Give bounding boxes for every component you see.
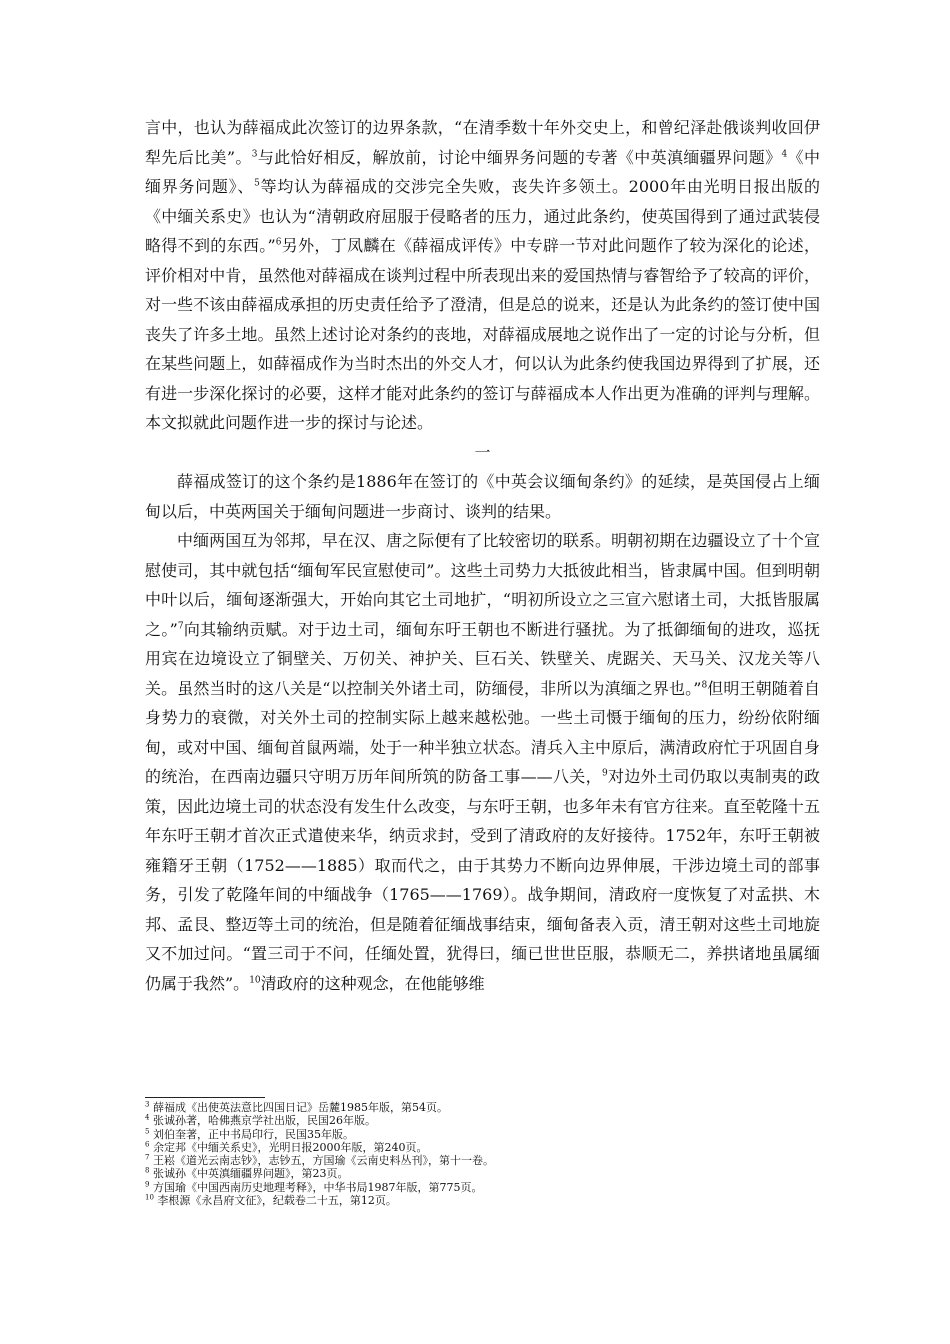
- body-paragraph: [145, 526, 820, 998]
- footnote-number: 10: [145, 1193, 154, 1202]
- footnote-text: 薛福成《出使英法意比四国日记》岳麓1985年版，第54页。: [152, 1101, 448, 1114]
- footnote-number: 3: [145, 1100, 150, 1109]
- footnote-number: 7: [145, 1153, 150, 1162]
- text-run: 言中，也认为薛福成此次签订的边界条款，“在清季数十年外交史上，和曾纪泽赴俄谈判收回伊犁先后比美”。: [145, 118, 820, 167]
- text-run: 但明王朝随着自身势力的衰微，对关外土司的控制实际上越来越松弛。一些土司慑于缅甸的压力，纷纷依附缅甸，或对中国、缅甸首鼠两端，处于一种半独立状态。清兵入主中原后，满清政府忙于巩固自身的统治，在西南边疆只守明万历年间所筑的防备工事——八关，: [145, 678, 820, 786]
- footnote-ref[interactable]: 4: [781, 149, 788, 160]
- footnote-text: 刘伯奎著，正中书局印行，民国35年版。: [152, 1127, 354, 1141]
- footnote-number: 4: [145, 1113, 150, 1122]
- footnote-number: 9: [145, 1180, 150, 1189]
- footnote-ref[interactable]: 7: [177, 621, 184, 632]
- footnote-item: [145, 1114, 820, 1127]
- footnote-text: 张诚孙《中英滇缅疆界问题》，第23页。: [152, 1167, 349, 1181]
- footnote-text: 王崧《道光云南志钞》，志钞五，方国瑜《云南史料丛刊》，第十一卷。: [152, 1154, 494, 1168]
- footnote-separator: [145, 1097, 265, 1098]
- body-text: [145, 113, 820, 998]
- footnote-ref[interactable]: 8: [701, 680, 708, 691]
- footnotes: [145, 1101, 820, 1207]
- footnote-item: [145, 1181, 820, 1194]
- text-run: 对边外土司仍取以夷制夷的政策，因此边境土司的状态没有发生什么改变，与东吁王朝，也多年未有官方往来。直至乾隆十五年东吁王朝才首次正式遣使来华，纳贡求封，受到了清政府的友好接待。1752年，东吁王朝被雍籍牙王朝（1752——1885）取而代之，由于其势力不断向边界伸展，干涉边境土司的部事务，引发了乾隆年间的中缅战争（1765——1769）。战争期间，清政府一度恢复了对孟拱、木邦、孟艮、整迈等土司的统治，但是随着征缅战事结束，缅甸备表入贡，清王朝对这些土司地旋又不加过问。“置三司于不问，任缅处置，犹得曰，缅已世世臣服，恭顺无二，养拱诸地虽属缅仍属于我然”。: [145, 767, 820, 993]
- footnote-ref[interactable]: 6: [275, 237, 282, 248]
- text-run: 薛福成签订的这个条约是1886年在签订的《中英会议缅甸条约》的延续，是英国侵占上缅甸以后，中英两国关于缅甸问题进一步商讨、谈判的结果。: [145, 472, 820, 521]
- footnote-item: [145, 1167, 820, 1180]
- footnote-text: 方国瑜《中国西南历史地理考释》，中华书局1987年版，第775页。: [152, 1180, 483, 1194]
- text-run: 与此恰好相反，解放前，讨论中缅界务问题的专著《中英滇缅疆界问题》: [257, 147, 782, 167]
- footnote-number: 6: [145, 1140, 150, 1149]
- footnote-ref[interactable]: 3: [251, 149, 258, 160]
- footnote-item: [145, 1101, 820, 1114]
- footnote-item: [145, 1194, 820, 1207]
- section-heading: 一: [474, 442, 491, 462]
- footnote-item: [145, 1154, 820, 1167]
- text-run: 清政府的这种观念，在他能够维: [260, 973, 485, 993]
- footnote-ref[interactable]: 5: [254, 178, 260, 189]
- footnote-text: 李根源《永昌府文征》，纪载卷二十五，第12页。: [157, 1194, 397, 1208]
- text-run: 中缅两国互为邻邦，早在汉、唐之际便有了比较密切的联系。明朝初期在边疆设立了十个宣慰使司，其中就包括“缅甸军民宣慰使司”。这些土司势力大抵彼此相当，皆隶属中国。但到明朝中叶以后，缅甸逐渐强大，开始向其它土司地扩，“明初所设立之三宣六慰诸土司，大抵皆服属之。”: [145, 531, 820, 639]
- text-run: 等均认为薛福成的交涉完全失败，丧失许多领土。2000年由光明日报出版的《中缅关系史》也认为“清朝政府屈服于侵略者的压力，通过此条约，使英国得到了通过武装侵略得不到的东西。”: [145, 177, 820, 255]
- footnote-ref[interactable]: 10: [249, 975, 261, 986]
- footnote-text: 余定邦《中缅关系史》，光明日报2000年版，第240页。: [152, 1140, 428, 1154]
- body-paragraph: [145, 467, 820, 526]
- footnote-item: [145, 1141, 820, 1154]
- text-run: 向其输纳贡赋。对于边土司，缅甸东吁王朝也不断进行骚扰。为了抵御缅甸的进攻，巡抚用宾在边境设立了铜壁关、万仞关、神护关、巨石关、铁壁关、虎踞关、天马关、汉龙关等八关。虽然当时的这八关是“以控制关外诸土司，防缅侵，非所以为滇缅之界也。”: [145, 619, 820, 698]
- footnote-item: [145, 1128, 820, 1141]
- footnote-number: 8: [145, 1166, 150, 1175]
- body-paragraph: [145, 113, 820, 438]
- text-run: 另外，丁凤麟在《薛福成评传》中专辟一节对此问题作了较为深化的论述，评价相对中肯，虽然他对薛福成在谈判过程中所表现出来的爱国热情与睿智给予了较高的评价，对一些不该由薛福成承担的历史责任给予了澄清，但是总的说来，还是认为此条约的签订使中国丧失了许多土地。虽然上述讨论对条约的丧地，对薛福成展地之说作出了一定的讨论与分析，但在某些问题上，如薛福成作为当时杰出的外交人才，何以认为此条约使我国边界得到了扩展，还有进一步深化探讨的必要，这样才能对此条约的签订与薛福成本人作出更为准确的评判与理解。本文拟就此问题作进一步的探讨与论述。: [145, 236, 820, 432]
- footnote-ref[interactable]: 9: [601, 768, 608, 779]
- footnote-number: 5: [145, 1126, 150, 1135]
- text-run: 《中缅界务问题》、: [145, 147, 820, 196]
- footnote-text: 张诚孙著，哈佛燕京学社出版，民国26年版。: [152, 1114, 376, 1128]
